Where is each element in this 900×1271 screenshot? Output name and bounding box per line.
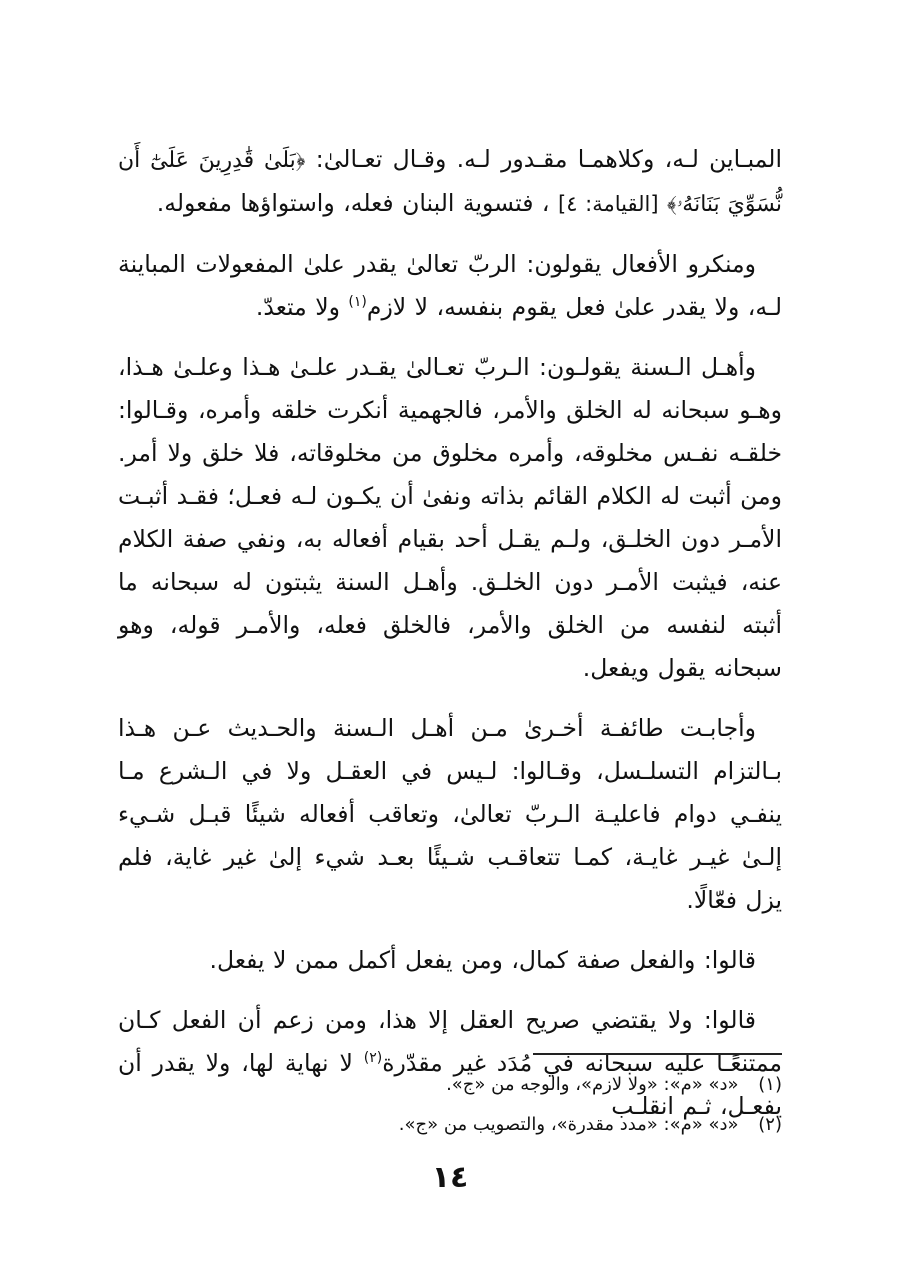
paragraph-1 [118, 138, 782, 226]
paragraph-2 [118, 243, 782, 329]
footnote-divider [533, 1053, 782, 1055]
verse-reference: [القيامة: ٤] [558, 192, 659, 216]
footnote-marker-1[interactable]: (١) [348, 294, 367, 311]
paragraph-6-text-end: لا نهاية لها، ولا يقدر أن يفعـل، ثـم انقلـب [118, 1049, 782, 1120]
footnote-1-text: «د» «م»: «ولا لازم»، والوجه من «ج». [446, 1074, 739, 1095]
main-text [118, 138, 782, 1128]
paragraph-2-text-end: ولا متعدّ. [255, 293, 349, 321]
paragraph-2-text-start: ومنكرو الأفعال يقولون: الربّ تعالىٰ يقدر علىٰ المفعولات المباينة لـه، ولا يقدر علىٰ فعل يقوم بنفسه، لا لازم [118, 250, 782, 321]
footnote-marker-2[interactable]: (٢) [363, 1050, 383, 1067]
paragraph-4: وأجابـت طائفـة أخـرىٰ مـن أهـل الـسنة والحـديث عـن هـذا بـالتزام التسلـسل، وقـالوا: لـيس في العقـل ولا في الـشرع مـا ينفـي دوام فاعليـة الـربّ تعالىٰ، وتعاقب أفعاله شيئًا قبـل شـيء إلـىٰ غيـر غايـة، كمـا تتعاقـب شـيئًا بعـد شيء إلىٰ غير غاية، فلم يزل فعّالًا. [118, 714, 782, 914]
footnotes [118, 1068, 782, 1148]
page-number: ١٤ [431, 1160, 469, 1195]
paragraph-3: وأهـل الـسنة يقولـون: الـربّ تعـالىٰ يقـدر علـىٰ هـذا وعلـىٰ هـذا، وهـو سبحانه له الخلق والأمر، فالجهمية أنكرت خلقه وأمره، وقـالوا: خلقـه نفـس مخلوقه، وأمره مخلوق من مخلوقاته، فلا خلق ولا أمر. ومن أثبت له الكلام القائم بذاته ونفىٰ أن يكـون لـه فعـل؛ فقـد أثبـت الأمـر دون الخلـق، ولـم يقـل أحد بقيام أفعاله به، ونفي صفة الكلام عنه، فيثبت الأمـر دون الخلـق. وأهـل السنة يثبتون له سبحانه ما أثبته لنفسه من الخلق والأمر، فالخلق فعله، والأمـر قوله، وهو سبحانه يقول ويفعل. [118, 353, 782, 682]
footnote-2 [118, 1108, 782, 1142]
paragraph-5: قالوا: والفعل صفة كمال، ومن يفعل أكمل ممن لا يفعل. [209, 946, 756, 974]
paragraph-1-text-end: ، فتسوية البنان فعله، واستواؤها مفعوله. [156, 189, 550, 217]
footnote-1 [118, 1068, 782, 1102]
paragraph-6-text-start: قالوا: ولا يقتضي صريح العقل إلا هذا، ومن زعم أن الفعل كـان ممتنعًـا عليه سبحانه في مُدَد غير مقدّرة [118, 1006, 783, 1077]
footnote-2-text: «د» «م»: «مدد مقدرة»، والتصويب من «ج». [398, 1114, 739, 1135]
footnote-2-number: (٢) [758, 1114, 782, 1135]
paragraph-1-text-start: المبـاين لـه، وكلاهمـا مقـدور لـه. وقـال تعـالىٰ: [305, 145, 782, 173]
quran-verse: ﴿بَلَىٰ قَٰدِرِينَ عَلَىٰٓ أَن نُّسَوِّيَ بَنَانَهُۥ﴾ [118, 148, 782, 217]
footnote-1-number: (١) [758, 1074, 782, 1095]
